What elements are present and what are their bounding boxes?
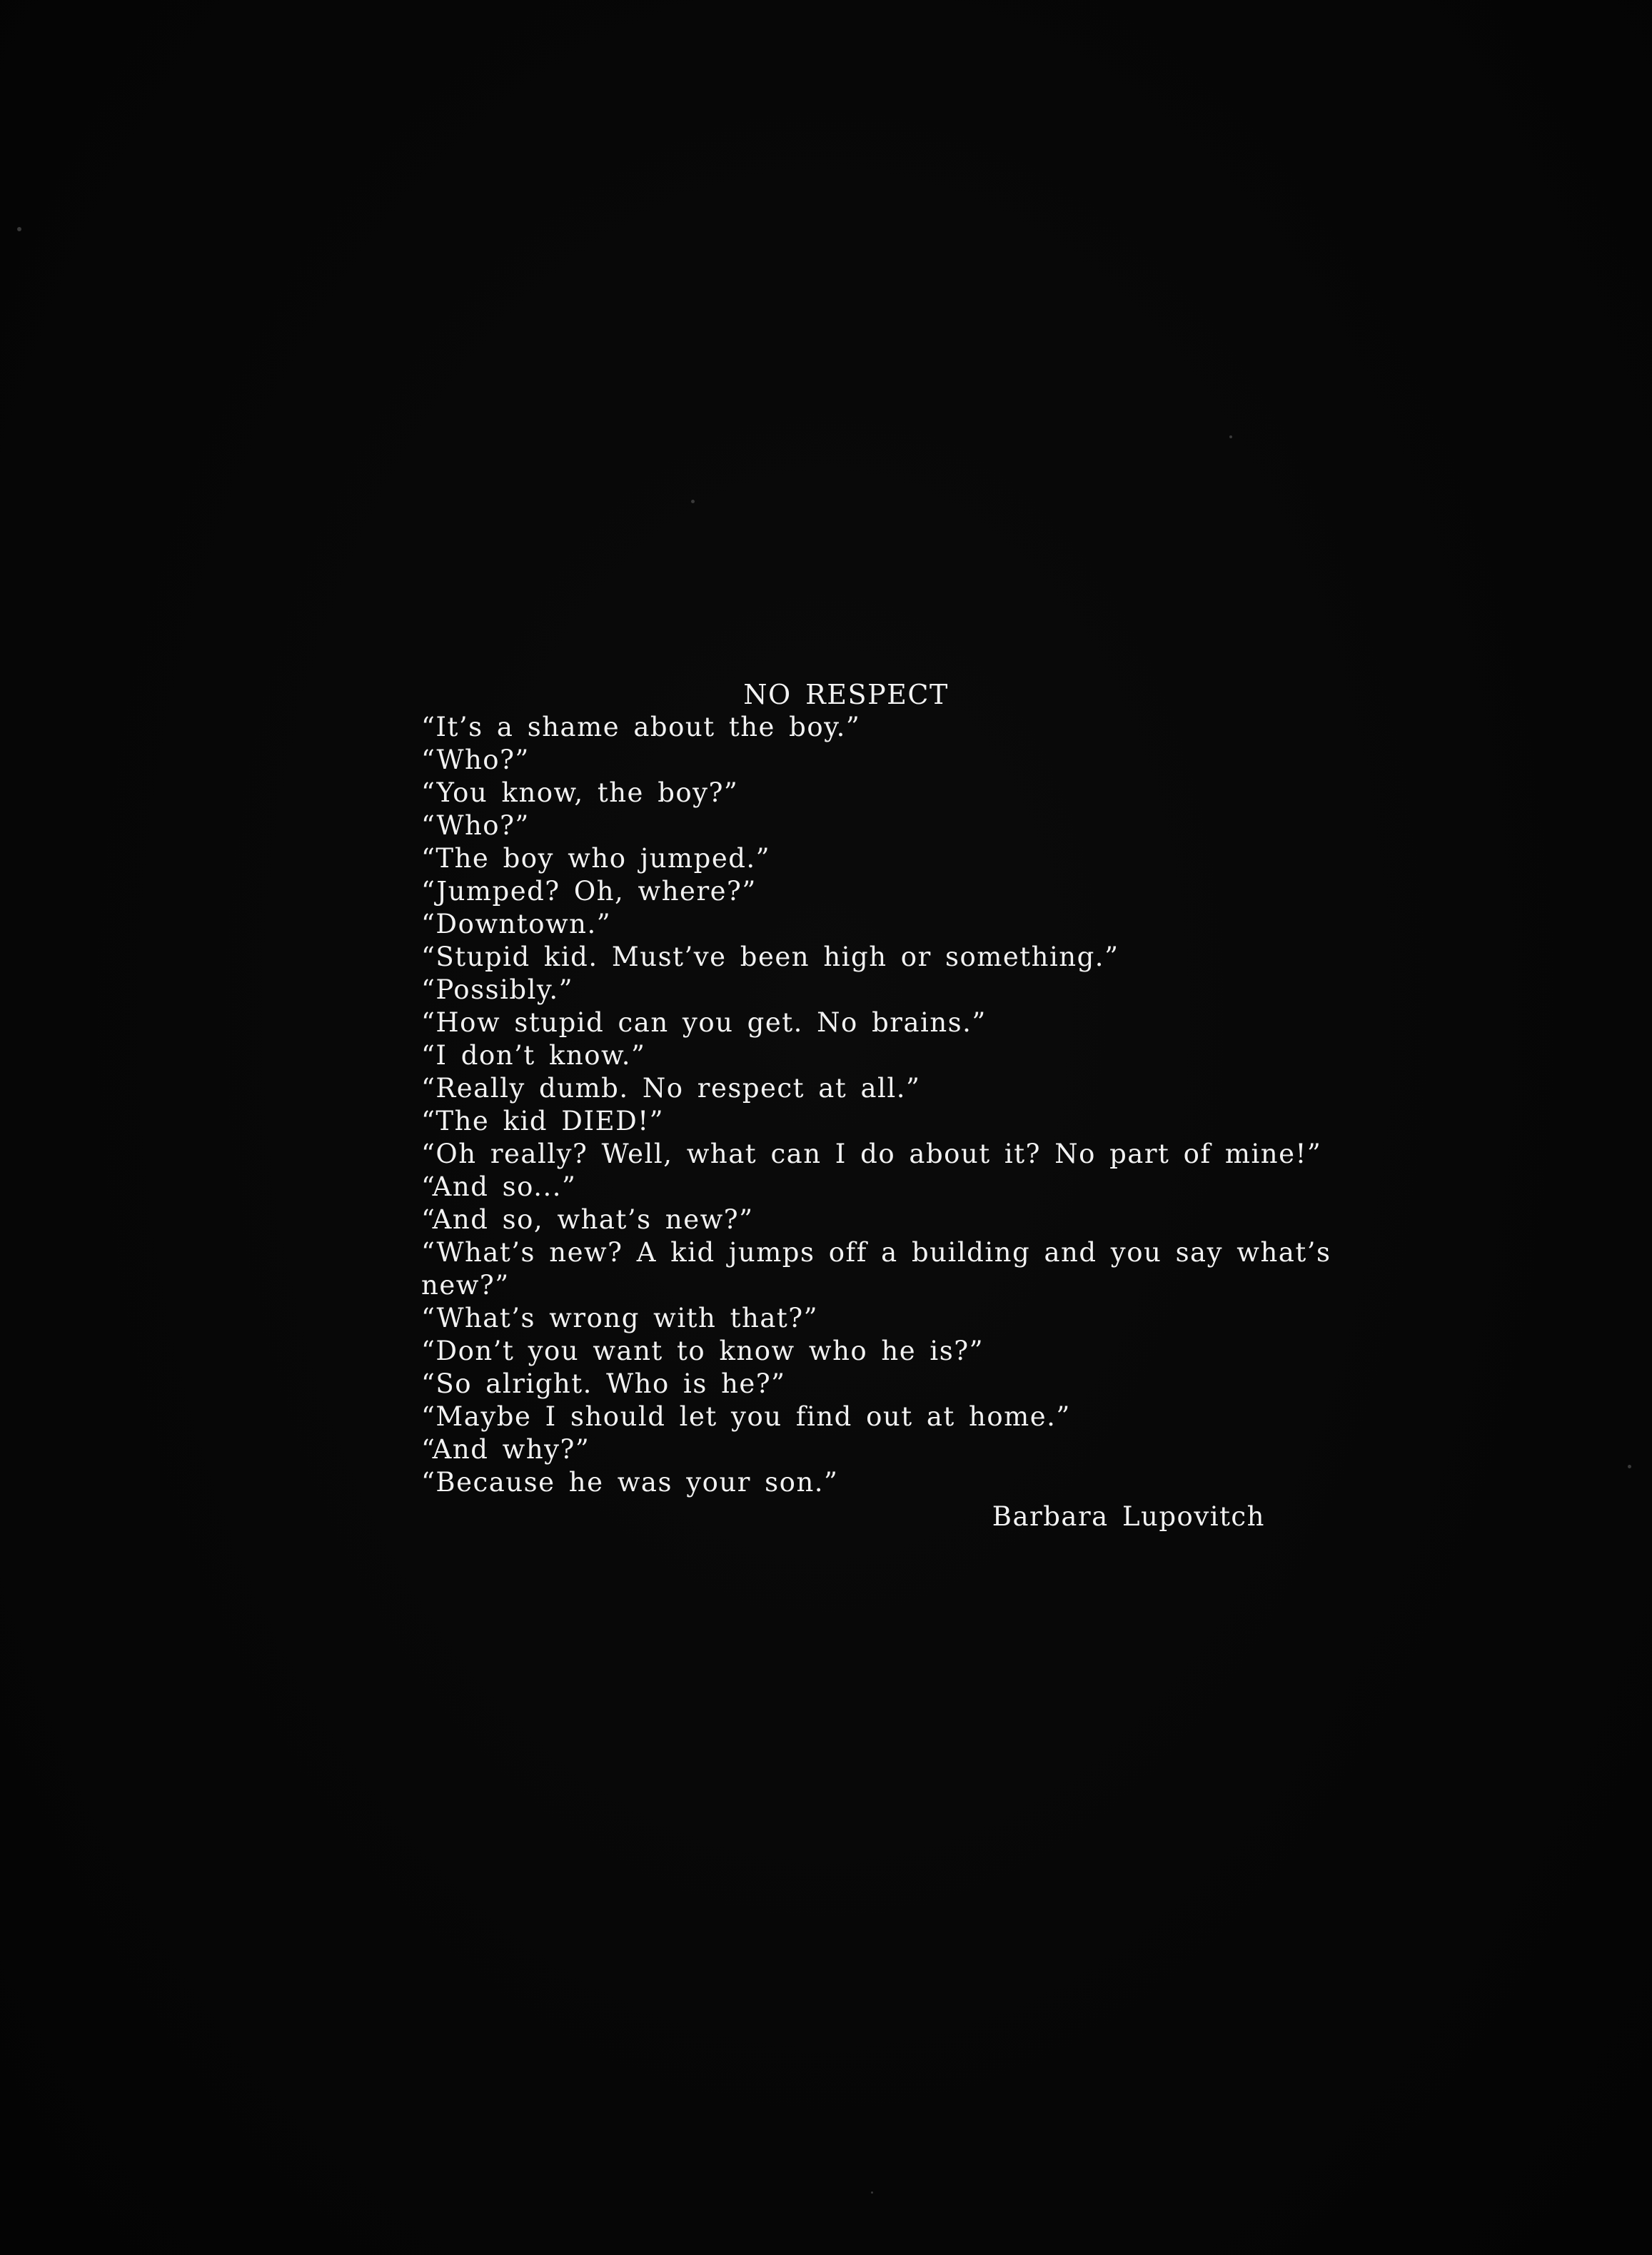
poem-line: “Who?” — [421, 745, 530, 775]
poem-line: new?” — [421, 1270, 510, 1301]
poem-line: “Stupid kid. Must’ve been high or something.” — [421, 942, 1119, 972]
poem-line: “Because he was your son.” — [421, 1467, 839, 1498]
poem-line: “Jumped? Oh, where?” — [421, 876, 757, 907]
poem-line: “What’s wrong with that?” — [421, 1303, 818, 1333]
dust-speck — [871, 2191, 873, 2194]
poem-line: “Possibly.” — [421, 974, 574, 1005]
poem-line: “And so...” — [421, 1171, 577, 1202]
poem-line: “Don’t you want to know who he is?” — [421, 1336, 984, 1366]
dust-speck — [691, 500, 695, 503]
poem-line: “I don’t know.” — [421, 1040, 646, 1071]
poem-line: “And why?” — [421, 1434, 590, 1465]
poem-line: “And so, what’s new?” — [421, 1204, 754, 1235]
dust-speck — [1229, 435, 1232, 438]
poem-author: Barbara Lupovitch — [992, 1501, 1265, 1532]
poem-line: “You know, the boy?” — [421, 777, 739, 808]
poem-line: “So alright. Who is he?” — [421, 1368, 786, 1399]
poem-line: “Who?” — [421, 810, 530, 841]
poem-line: “The boy who jumped.” — [421, 843, 771, 874]
poem-line: “What’s new? A kid jumps off a building and you say what’s — [421, 1237, 1331, 1268]
poem-line: “The kid DIED!” — [421, 1106, 665, 1136]
poem-line: “It’s a shame about the boy.” — [421, 712, 861, 742]
poem-line: “Maybe I should let you find out at home.” — [421, 1401, 1071, 1432]
poem-line: “Really dumb. No respect at all.” — [421, 1073, 921, 1104]
poem-title: NO RESPECT — [743, 679, 949, 710]
dust-speck — [17, 227, 21, 231]
poem — [421, 678, 1331, 1533]
poem-line: “Downtown.” — [421, 909, 612, 939]
poem-line: “How stupid can you get. No brains.” — [421, 1007, 987, 1038]
dust-speck — [1628, 1465, 1631, 1468]
poem-line: “Oh really? Well, what can I do about it? No part of mine!” — [421, 1139, 1322, 1169]
